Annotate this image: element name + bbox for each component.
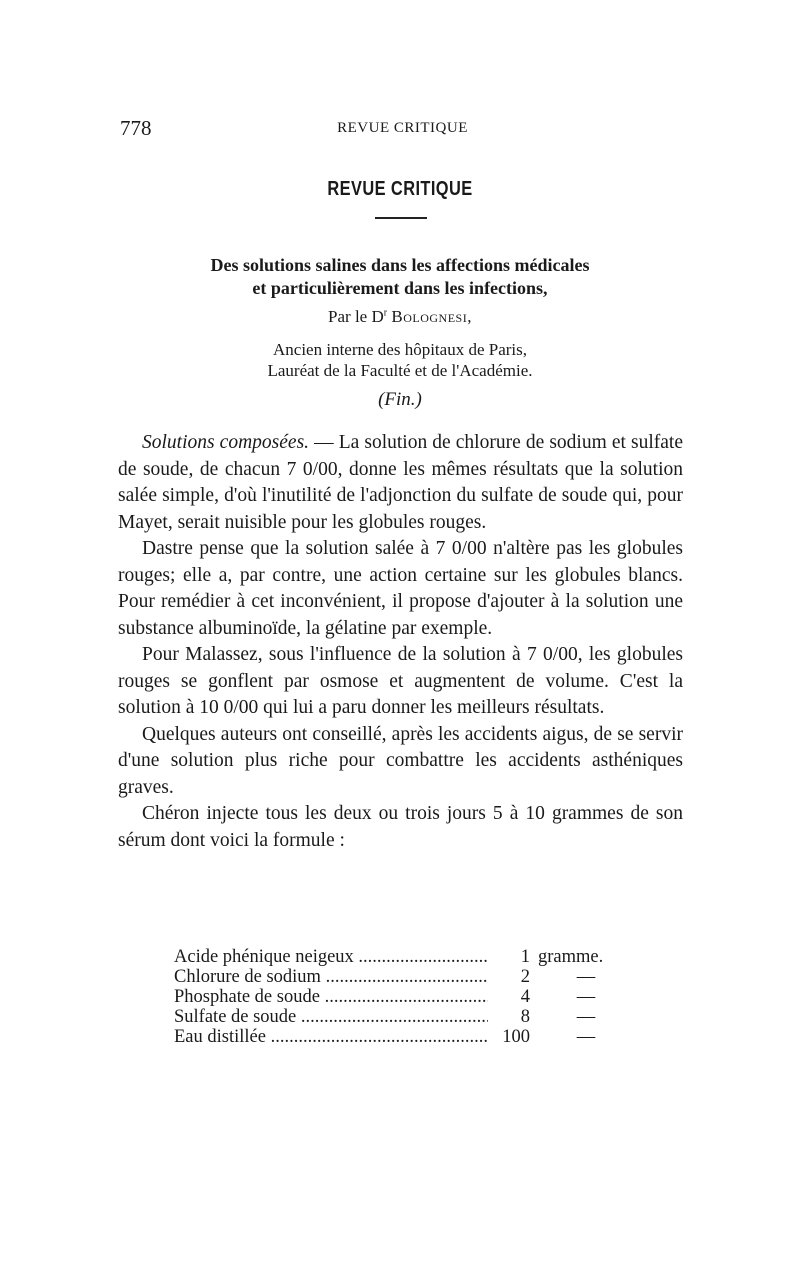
ingredient-unit: — (576, 967, 596, 987)
author-affiliation (0, 339, 800, 381)
formula-row (174, 1027, 634, 1047)
ingredient-quantity: 100 (502, 1027, 530, 1047)
article-title-line-1: Des solutions salines dans les affections médicales (210, 255, 590, 275)
paragraph-2: Dastre pense que la solution salée à 7 0/00 n'altère pas les globules rouges; elle a, par contre, une action certaine sur les globules blancs. Pour remédier à cet inconvénient, il propose d'ajouter à la solution une substance albuminoïde, la gélatine par exemple. (118, 538, 683, 639)
paragraph-4: Quelques auteurs ont conseillé, après les accidents aigus, de se servir d'une solution plus riche pour combattre les accidents asthéniques graves. (118, 723, 683, 798)
title-rule (375, 217, 427, 219)
section-title: REVUE CRITIQUE (327, 178, 473, 200)
ingredient-name: Phosphate de soude ..... (174, 987, 488, 1007)
paragraph-1 (118, 430, 683, 536)
ingredient-name: Acide phénique neigeux ..... (174, 947, 488, 967)
ingredient-quantity: 8 (520, 1007, 530, 1027)
formula-row (174, 947, 634, 967)
paragraph-5: Chéron injecte tous les deux ou trois jours 5 à 10 grammes de son sérum dont voici la formule : (118, 803, 683, 851)
ingredient-unit: gramme. (538, 947, 604, 967)
ingredient-quantity: 1 (520, 947, 530, 967)
ingredient-name: Eau distillée ..... (174, 1027, 488, 1047)
running-title: REVUE CRITIQUE (337, 120, 468, 136)
byline-sup: r (383, 307, 388, 319)
formula-table (174, 947, 634, 1047)
page-number: 778 (120, 116, 152, 140)
article-title-line-2: et particulièrement dans les infections, (252, 278, 548, 298)
byline (0, 307, 800, 327)
affiliation-line-1: Ancien interne des hôpitaux de Paris, (273, 340, 527, 359)
ingredient-quantity: 4 (520, 987, 530, 1007)
formula-row (174, 987, 634, 1007)
ingredient-name: Sulfate de soude ..... (174, 1007, 488, 1027)
paragraph-3: Pour Malassez, sous l'influence de la solution à 7 0/00, les globules rouges se gonflent par osmose et augmentent de volume. C'est la solution à 10 0/00 qui lui a paru donner les meilleurs résultats. (118, 644, 683, 718)
article-title (110, 254, 690, 300)
formula-row (174, 967, 634, 987)
formula-row (174, 1007, 634, 1027)
ingredient-quantity: 2 (520, 967, 530, 987)
article-body (118, 430, 683, 854)
paragraph-lead: Solutions composées. (142, 432, 310, 453)
ingredient-unit: — (576, 1027, 596, 1047)
author-name: Bolognesi, (391, 307, 472, 326)
ingredient-unit: — (576, 987, 596, 1007)
ingredient-unit: — (576, 1007, 596, 1027)
affiliation-line-2: Lauréat de la Faculté et de l'Académie. (267, 361, 533, 380)
continuation-note: (Fin.) (378, 389, 422, 410)
byline-prefix: Par le D (328, 307, 384, 326)
paragraph-1-text: — La solution de chlorure de sodium et sulfate de soude, de chacun 7 0/00, donne les mêmes résultats que la solution salée simple, d'où l'inutilité de l'adjonction du sulfate de soude qui, pour Mayet, serait nuisible pour les globules rouges. (118, 432, 683, 533)
running-head (120, 116, 685, 140)
ingredient-name: Chlorure de sodium ..... (174, 967, 488, 987)
